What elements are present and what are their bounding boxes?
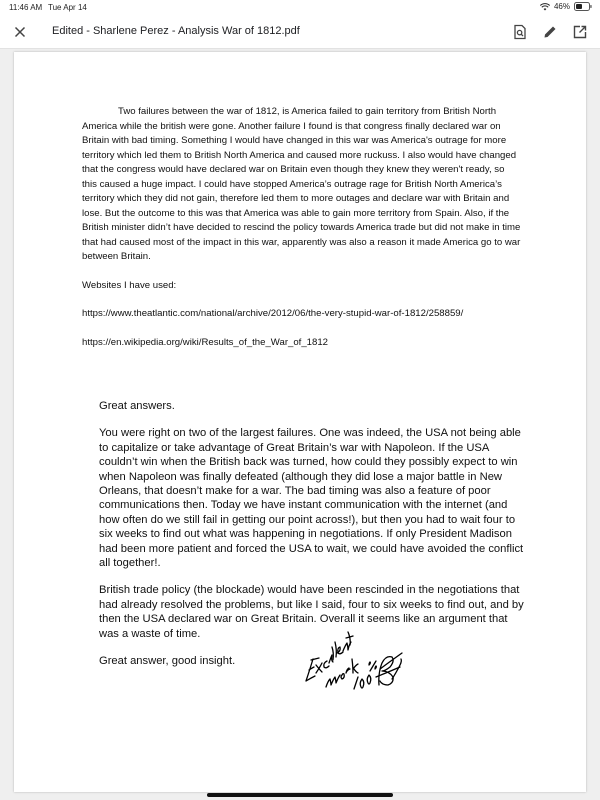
search-document-icon[interactable] [512,24,528,40]
status-bar [0,0,600,16]
status-time: 11:46 AM [9,3,43,12]
wifi-icon [540,3,550,11]
battery-icon [574,2,592,11]
handwritten-annotation [296,607,406,692]
pencil-icon[interactable] [542,24,558,40]
pdf-page [14,52,586,792]
feedback-closing: Great answer, good insight. [99,655,236,668]
websites-label: Websites I have used: [82,279,177,291]
student-paragraph: Two failures between the war of 1812, is America failed to gain territory from British North America while the british were gone. Another failure I found is that congress finally declared war on Britain with bad timing. Something I would have changed in this war was America's outrage for more territory which led them to British North America and caused more ruckuss. I also would have changed that the congress would have declared war on Britain even though they knew they weren't ready, so this caused a huge impact. I could have stopped America’s outrage rage for British North America’s territory which they did not gain, therefore led them to more outages and declare war with Britain and lose. But the outcome to this was that America was able to gain more territory from Spain. Also, if the British minister didn’t have decided to rescind the policy towards America trade but did not make in time that had caused most of the impact in this war, apparently was also a reason it made America go to war between Britain. [82,106,521,262]
home-indicator[interactable] [207,793,393,797]
feedback-opening: Great answers. [99,400,175,412]
feedback-trade-policy: British trade policy (the blockade) would have been rescinded in the negotiations that had already resolved the problems, but like I said, four to six weeks to find out, and by then the USA declared war on Great Britain. Overall it seems like an argument that was a waste of time. [99,584,524,640]
student-answer [82,105,522,350]
handwritten-note-drawing [296,607,406,692]
status-date: Tue Apr 14 [48,3,87,12]
app-bar-actions [512,24,588,40]
battery-percent: 46% [553,2,570,11]
source-link-2[interactable]: https://en.wikipedia.org/wiki/Results_of_the_War_of_1812 [82,336,329,348]
document-title: Edited - Sharlene Perez - Analysis War of 1812.pdf [52,25,300,37]
feedback-failures: You were right on two of the largest failures. One was indeed, the USA not being able to capitalize or take advantage of Great Britain’s war with Napoleon. If the USA couldn’t win when the British back was turned, how could they possibly expect to win when Napoleon was finally defeated (although they did lose a major battle in New Orleans, that doesn’t make for a war. The bad timing was also a feature of poor communications then. Today we have instant communication with the internet (and how often do we still fail in getting our point across!), but then you had to wait four to six weeks to find out what was happening in negotiations. If only President Madison had been more patient and forced the USA to wait, we could have avoided the conflict all together!. [99,427,524,570]
status-right [540,2,592,11]
app-bar [0,16,600,49]
open-external-icon[interactable] [572,24,588,40]
source-link-1[interactable]: https://www.theatlantic.com/national/archive/2012/06/the-very-stupid-war-of-1812/258859/ [82,308,464,319]
close-icon[interactable] [12,24,28,40]
